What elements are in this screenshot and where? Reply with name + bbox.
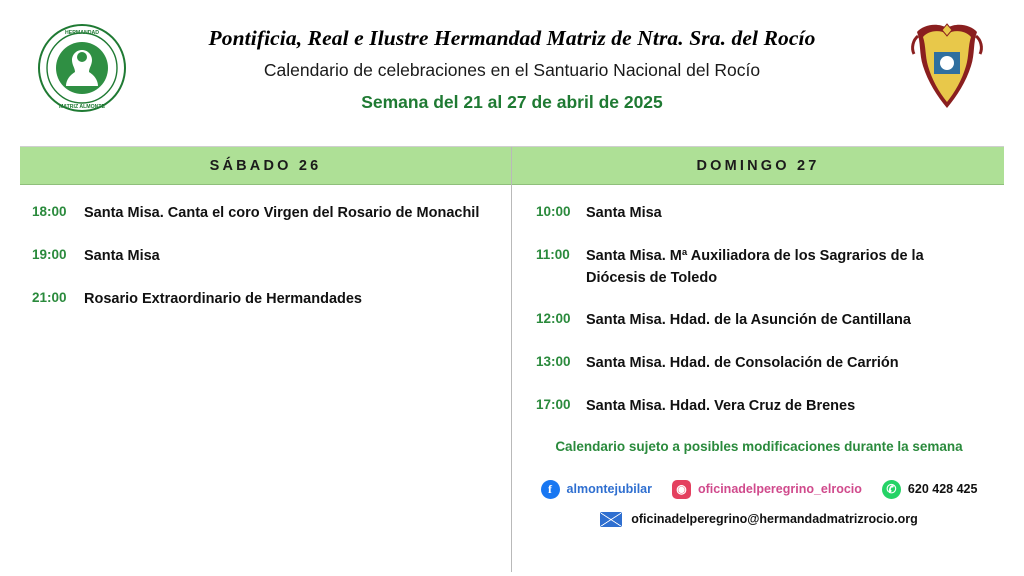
- event-time: 19:00: [32, 246, 67, 262]
- instagram-link[interactable]: [672, 480, 862, 499]
- list-item: [536, 246, 982, 290]
- coat-of-arms-emblem-icon: [906, 22, 988, 114]
- day-header-label: SÁBADO 26: [209, 157, 322, 174]
- event-description: Rosario Extraordinario de Hermandades: [84, 290, 362, 307]
- facebook-link[interactable]: [541, 480, 652, 499]
- event-description: Santa Misa. Canta el coro Virgen del Rosario de Monachil: [84, 205, 480, 221]
- event-time: 21:00: [32, 289, 67, 305]
- instagram-handle: oficinadelperegrino_elrocio: [697, 482, 862, 496]
- instagram-icon: ◉: [672, 480, 691, 499]
- event-time: 13:00: [536, 354, 571, 369]
- day-column-saturday: [20, 147, 512, 572]
- whatsapp-link[interactable]: [882, 480, 978, 499]
- list-item: [536, 353, 982, 375]
- event-description: Santa Misa: [586, 205, 662, 221]
- schedule-disclaimer: Calendario sujeto a posibles modificaciones durante la semana: [555, 438, 963, 454]
- page-title: Pontificia, Real e Ilustre Hermandad Matriz de Ntra. Sra. del Rocío: [208, 25, 816, 50]
- facebook-handle: almontejubilar: [566, 482, 652, 496]
- list-item: [32, 289, 497, 311]
- hermandad-matriz-emblem-icon: [36, 22, 128, 114]
- list-item: [536, 310, 982, 332]
- week-range: Semana del 21 al 27 de abril de 2025: [361, 91, 663, 112]
- svg-text:HERMANDAD: HERMANDAD: [64, 30, 100, 36]
- whatsapp-icon: ✆: [882, 480, 901, 499]
- event-time: 12:00: [536, 311, 571, 327]
- event-list-sunday: [512, 185, 1004, 527]
- svg-text:MATRIZ ALMONTE: MATRIZ ALMONTE: [58, 104, 106, 110]
- email-link[interactable]: [536, 512, 982, 527]
- day-column-sunday: [512, 147, 1004, 572]
- envelope-icon: [600, 512, 622, 527]
- header-text-block: [182, 26, 842, 113]
- social-links: [536, 480, 982, 499]
- day-header-label: DOMINGO 27: [696, 157, 820, 174]
- event-time: 18:00: [32, 204, 67, 219]
- email-address: oficinadelperegrino@hermandadmatrizrocio.org: [631, 512, 918, 526]
- event-description: Santa Misa: [84, 247, 160, 264]
- day-header-saturday: [20, 147, 511, 185]
- calendar-table: [20, 146, 1004, 572]
- event-time: 11:00: [536, 246, 570, 262]
- list-item: [536, 203, 982, 225]
- page-header: [0, 0, 1024, 138]
- whatsapp-number: 620 428 425: [907, 482, 978, 496]
- event-description: Santa Misa. Hdad. de Consolación de Carrión: [586, 355, 899, 371]
- event-time: 10:00: [536, 204, 571, 219]
- event-description: Santa Misa. Hdad. Vera Cruz de Brenes: [586, 397, 856, 414]
- event-description: Santa Misa. Hdad. de la Asunción de Cantillana: [586, 312, 911, 329]
- event-description: Santa Misa. Mª Auxiliadora de los Sagrarios de la Diócesis de Toledo: [586, 247, 924, 286]
- page-subtitle: Calendario de celebraciones en el Santuario Nacional del Rocío: [263, 59, 761, 80]
- list-item: [536, 396, 982, 418]
- facebook-icon: f: [541, 480, 560, 499]
- day-header-sunday: [512, 147, 1004, 185]
- list-item: [32, 203, 497, 225]
- event-list-saturday: [20, 185, 511, 310]
- list-item: [32, 246, 497, 268]
- event-time: 17:00: [536, 396, 571, 412]
